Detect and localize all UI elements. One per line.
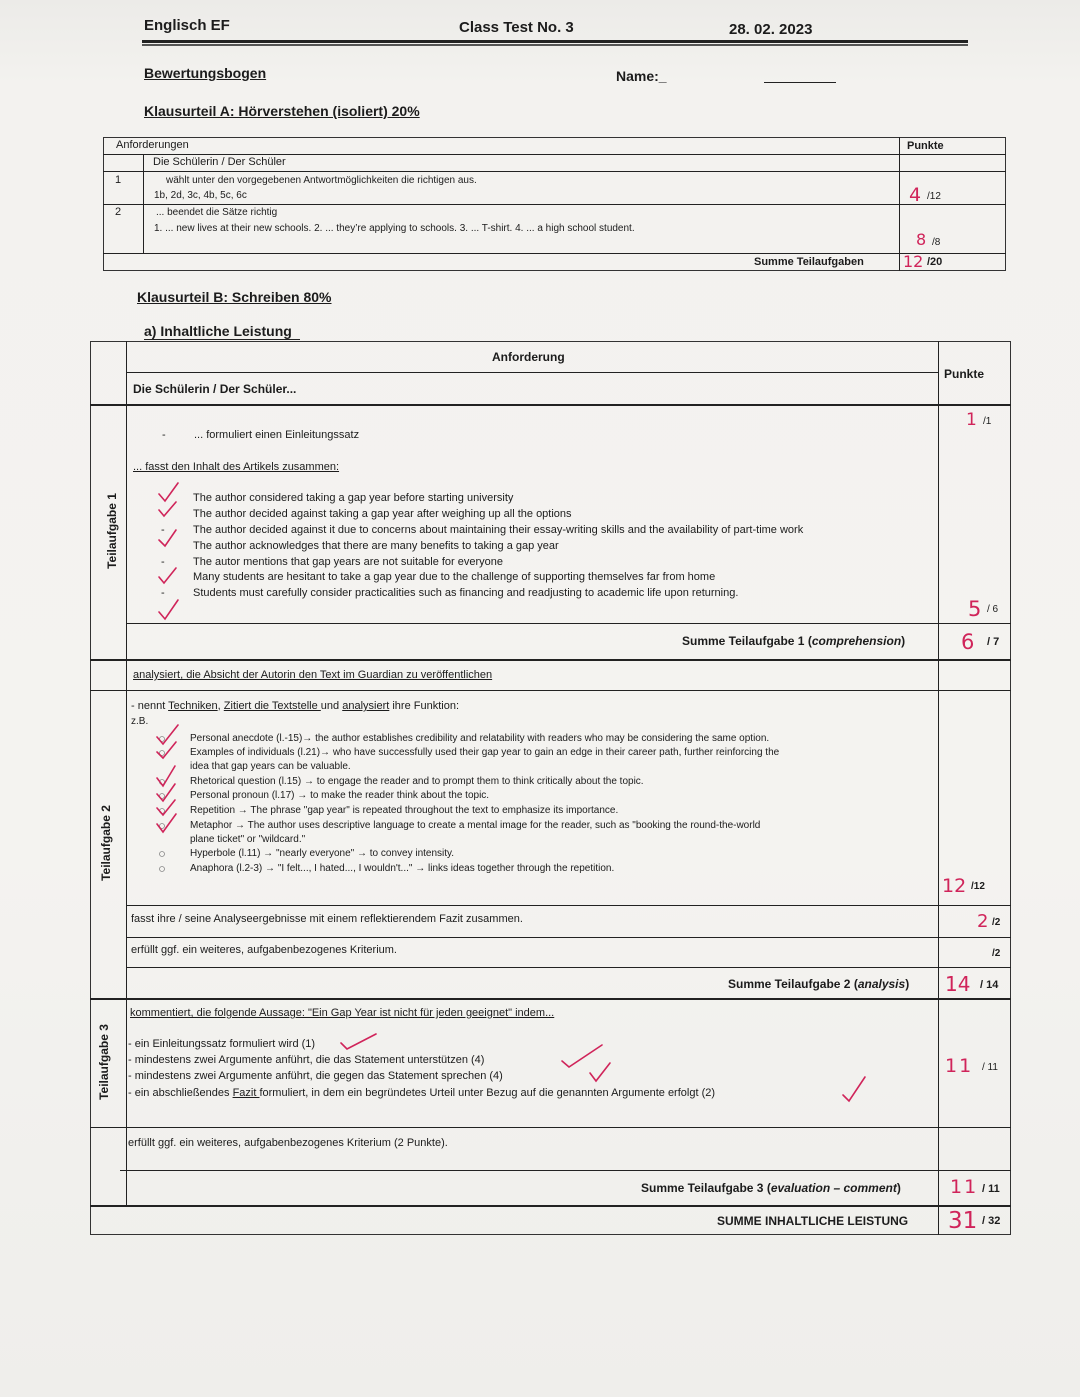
t1-item: The author considered taking a gap year before starting university bbox=[193, 492, 514, 504]
t3-sum-max: / 11 bbox=[982, 1183, 1000, 1195]
t1-intro-max: /1 bbox=[983, 416, 992, 427]
test-title: Class Test No. 3 bbox=[459, 19, 574, 36]
t2-item: idea that gap years can be valuable. bbox=[190, 761, 351, 772]
t2-item: plane ticket" or "wildcard." bbox=[190, 834, 306, 845]
t2-purpose: analysiert, die Absicht der Autorin den Text im Guardian zu veröffentlichen bbox=[133, 669, 493, 681]
t3-score: 11 bbox=[945, 1055, 974, 1077]
t2-item: Anaphora (l.2-3) → "I felt..., I hated..., I wouldn't..." → links ideas together through the repetition. bbox=[190, 863, 615, 874]
t2-item: Metaphor → The author uses descriptive language to create a mental image for the reader, such as "booking the round-the-world bbox=[190, 820, 761, 831]
header-rule-2 bbox=[142, 44, 968, 46]
part-b-col-requirement: Anforderung bbox=[492, 350, 565, 364]
t2-conclusion-max: /2 bbox=[992, 917, 1001, 928]
part-a-row-2-max: /8 bbox=[932, 237, 941, 248]
t3-intro: kommentiert, die folgende Aussage: "Ein Gap Year ist nicht für jeden geeignet" indem... bbox=[130, 1007, 555, 1019]
part-a-row-1-num: 1 bbox=[115, 174, 122, 186]
t2-sum-score: 14 bbox=[945, 972, 971, 996]
t3-sum-label: Summe Teilaufgabe 3 (evaluation – comment) bbox=[641, 1181, 901, 1195]
t1-summary-score: 5 bbox=[968, 597, 982, 621]
t3-extra: erfüllt ggf. ein weiteres, aufgabenbezogenes Kriterium (2 Punkte). bbox=[128, 1137, 448, 1149]
t2-item: Personal pronoun (l.17) → to make the reader think about the topic. bbox=[190, 790, 490, 801]
t1-intro: ... formuliert einen Einleitungssatz bbox=[194, 429, 360, 441]
t2-extra-max: /2 bbox=[992, 948, 1001, 959]
t1-intro-score: 1 bbox=[966, 410, 977, 430]
t2-item: Hyperbole (l.11) → "nearly everyone" → to convey intensity. bbox=[190, 848, 455, 859]
t1-sum-label: Summe Teilaufgabe 1 (comprehension) bbox=[682, 634, 906, 648]
t2-sum-max: / 14 bbox=[980, 979, 999, 991]
t1-sum-max: / 7 bbox=[987, 636, 1000, 648]
t2-item: Rhetorical question (l.15) → to engage the reader and to prompt them to think critically about the topic. bbox=[190, 776, 644, 787]
part-a-sum-score: 12 bbox=[903, 252, 924, 271]
part-a-row-2-score: 8 bbox=[916, 230, 927, 249]
t2-tech-max: /12 bbox=[971, 881, 985, 892]
part-a-row-2-detail: 1. ... new lives at their new schools. 2. ... they’re applying to schools. 3. ... T-shirt. 4. ... a high school student. bbox=[154, 223, 635, 234]
sheet-title: Bewertungsbogen bbox=[144, 65, 267, 81]
t1-check-icons bbox=[156, 482, 182, 622]
part-a-student: Die Schülerin / Der Schüler bbox=[153, 156, 286, 168]
t2-conclusion: fasst ihre / seine Analyseergebnisse mit einem reflektierendem Fazit zusammen. bbox=[131, 913, 523, 925]
t3-item: - ein Einleitungssatz formuliert wird (1) bbox=[128, 1038, 316, 1050]
teilaufgabe-3-label: Teilaufgabe 3 bbox=[97, 1024, 111, 1100]
part-a-sum-max: /20 bbox=[927, 256, 943, 268]
t1-item: The author decided against it due to concerns about maintaining their essay-writing skills and the availability of part-time work bbox=[193, 524, 804, 536]
t2-conclusion-score: 2 bbox=[977, 911, 989, 932]
part-a-sum-label: Summe Teilaufgaben bbox=[754, 256, 864, 268]
t1-summary-max: / 6 bbox=[987, 604, 999, 615]
part-b-student: Die Schülerin / Der Schüler... bbox=[133, 382, 297, 396]
t1-item: The author decided against taking a gap year after weighing up all the options bbox=[193, 508, 572, 520]
part-a-col-requirements: Anforderungen bbox=[116, 139, 189, 151]
t3-item: - mindestens zwei Argumente anführt, die das Statement unterstützen (4) bbox=[128, 1054, 485, 1066]
test-date: 28. 02. 2023 bbox=[729, 21, 813, 38]
part-a-row-1-desc: wählt unter den vorgegebenen Antwortmöglichkeiten die richtigen aus. bbox=[166, 175, 477, 186]
t1-item: Many students are hesitant to take a gap year due to the challenge of supporting themselves far from home bbox=[193, 571, 716, 583]
t3-max: / 11 bbox=[982, 1062, 998, 1073]
total-score: 31 bbox=[948, 1208, 978, 1234]
t1-item: The author acknowledges that there are many benefits to taking a gap year bbox=[193, 540, 559, 552]
t1-summary: ... fasst den Inhalt des Artikels zusammen: bbox=[133, 461, 340, 473]
t2-check-icons bbox=[154, 724, 184, 884]
t1-item: Students must carefully consider practicalities such as financing and readjusting to academic life upon returning. bbox=[193, 587, 739, 599]
t1-sum-score: 6 bbox=[961, 630, 975, 654]
part-b-title: Klausurteil B: Schreiben 80% bbox=[137, 289, 332, 305]
total-max: / 32 bbox=[982, 1215, 1001, 1227]
part-a-row-1-detail: 1b, 2d, 3c, 4b, 5c, 6c bbox=[154, 190, 247, 201]
bullet-dash: - bbox=[161, 524, 165, 536]
subject: Englisch EF bbox=[144, 17, 230, 34]
part-a-row-2-desc: ... beendet die Sätze richtig bbox=[156, 207, 278, 218]
t3-sum-score: 11 bbox=[950, 1176, 979, 1198]
t2-item: Repetition → The phrase "gap year" is repeated throughout the text to emphasize its importance. bbox=[190, 805, 619, 816]
bullet-dash: - bbox=[161, 587, 165, 599]
t2-tech-score: 12 bbox=[942, 875, 967, 897]
t2-sum-label: Summe Teilaufgabe 2 (analysis) bbox=[728, 977, 910, 991]
t2-techniques-line: - nennt Techniken, Zitiert die Textstelle und analysiert ihre Funktion: bbox=[131, 700, 459, 712]
bullet-dash: - bbox=[161, 556, 165, 568]
t2-extra: erfüllt ggf. ein weiteres, aufgabenbezogenes Kriterium. bbox=[131, 944, 397, 956]
t3-item-last: - ein abschließendes Fazit formuliert, in dem ein begründetes Urteil unter Bezug auf die genannten Argumente erfolgt (2) bbox=[128, 1087, 716, 1099]
section-underline bbox=[144, 339, 300, 340]
t2-zb: z.B. bbox=[131, 716, 149, 727]
teilaufgabe-2-label: Teilaufgabe 2 bbox=[99, 805, 113, 881]
teilaufgabe-1-label: Teilaufgabe 1 bbox=[105, 493, 119, 569]
part-b-col-points: Punkte bbox=[944, 367, 985, 381]
t1-bullet-dash: - bbox=[162, 429, 166, 441]
part-a-col-points: Punkte bbox=[907, 140, 944, 152]
t2-item: Examples of individuals (l.21)→ who have successfully used their gap year to gain an edge in their career path, further reinforcing the bbox=[190, 747, 780, 758]
t3-check-icons bbox=[340, 1033, 870, 1103]
total-label: SUMME INHALTLICHE LEISTUNG bbox=[717, 1214, 909, 1228]
part-a-row-2-num: 2 bbox=[115, 206, 122, 218]
header-rule bbox=[142, 40, 968, 43]
part-b-section: a) Inhaltliche Leistung bbox=[144, 323, 292, 339]
part-a-title: Klausurteil A: Hörverstehen (isoliert) 20% bbox=[144, 103, 420, 119]
t1-item: The autor mentions that gap years are not suitable for everyone bbox=[193, 556, 504, 568]
t3-item: - mindestens zwei Argumente anführt, die gegen das Statement sprechen (4) bbox=[128, 1070, 503, 1082]
part-a-row-1-score: 4 bbox=[909, 184, 922, 206]
t2-item: Personal anecdote (l.-15)→ the author establishes credibility and relatability with readers who may be considering the same option. bbox=[190, 733, 770, 744]
name-line bbox=[764, 82, 836, 83]
name-label: Name:_ bbox=[616, 68, 667, 84]
part-a-row-1-max: /12 bbox=[927, 191, 941, 202]
